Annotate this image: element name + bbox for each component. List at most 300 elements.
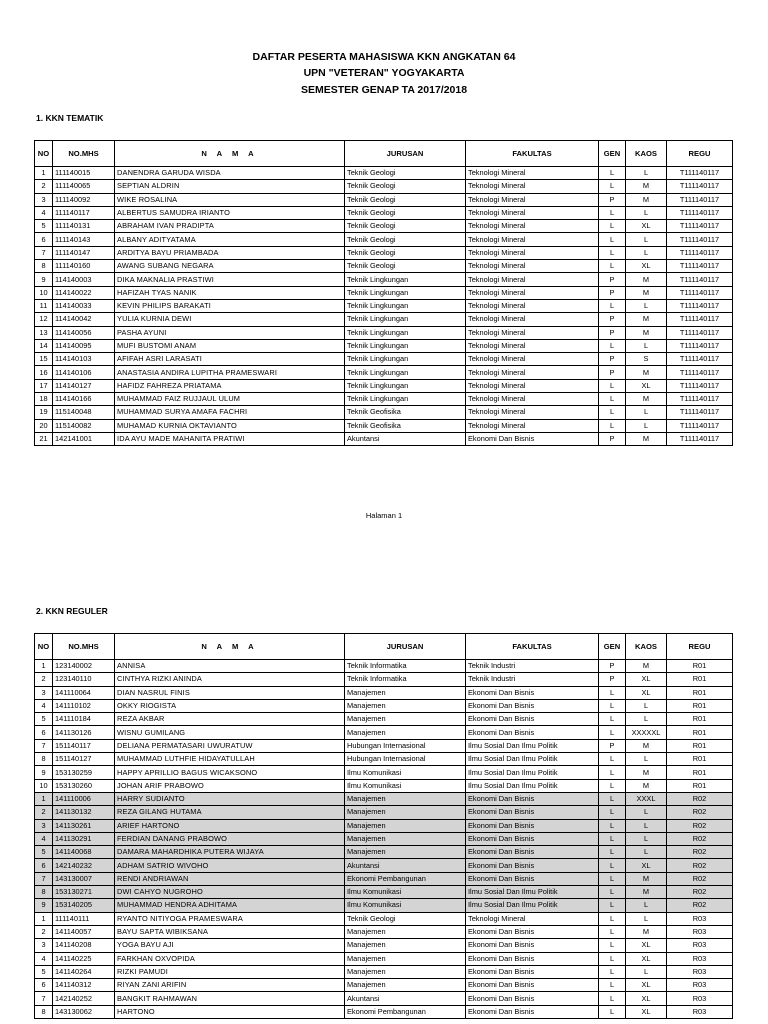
row-fakultas: Teknologi Mineral bbox=[466, 339, 599, 352]
row-nama: RYANTO NITIYOGA PRAMESWARA bbox=[115, 912, 345, 925]
row-nim: 141130261 bbox=[53, 819, 115, 832]
row-gen: P bbox=[599, 193, 626, 206]
row-nama: DIKA MAKNALIA PRASTIWI bbox=[115, 273, 345, 286]
row-regu: R01 bbox=[667, 699, 733, 712]
row-jurusan: Teknik Geologi bbox=[345, 180, 466, 193]
row-kaos: M bbox=[626, 872, 667, 885]
row-jurusan: Hubungan Internasional bbox=[345, 753, 466, 766]
row-gen: L bbox=[599, 406, 626, 419]
row-kaos: XL bbox=[626, 939, 667, 952]
row-gen: L bbox=[599, 872, 626, 885]
row-kaos: L bbox=[626, 406, 667, 419]
table-row bbox=[35, 393, 733, 406]
row-no: 2 bbox=[35, 180, 53, 193]
row-nim: 111140147 bbox=[53, 246, 115, 259]
row-no: 8 bbox=[35, 886, 53, 899]
row-regu: R01 bbox=[667, 753, 733, 766]
row-gen: P bbox=[599, 660, 626, 673]
row-kaos: L bbox=[626, 965, 667, 978]
row-jurusan: Manajemen bbox=[345, 832, 466, 845]
table-row bbox=[35, 353, 733, 366]
row-nama: ADHAM SATRIO WIVOHO bbox=[115, 859, 345, 872]
row-no: 4 bbox=[35, 952, 53, 965]
row-jurusan: Teknik Geologi bbox=[345, 260, 466, 273]
row-regu: R01 bbox=[667, 713, 733, 726]
row-nim: 141140225 bbox=[53, 952, 115, 965]
row-nim: 111140160 bbox=[53, 260, 115, 273]
row-regu: R02 bbox=[667, 859, 733, 872]
row-fakultas: Ekonomi Dan Bisnis bbox=[466, 832, 599, 845]
row-regu: R01 bbox=[667, 766, 733, 779]
row-kaos: M bbox=[626, 326, 667, 339]
row-jurusan: Teknik Lingkungan bbox=[345, 366, 466, 379]
col-header-kaos: KAOS bbox=[626, 141, 667, 167]
table-row bbox=[35, 260, 733, 273]
row-no: 3 bbox=[35, 686, 53, 699]
row-fakultas: Teknologi Mineral bbox=[466, 233, 599, 246]
row-regu: R02 bbox=[667, 832, 733, 845]
row-nama: YOGA BAYU AJI bbox=[115, 939, 345, 952]
table-row bbox=[35, 726, 733, 739]
row-nim: 114140106 bbox=[53, 366, 115, 379]
row-nim: 141140264 bbox=[53, 965, 115, 978]
row-jurusan: Manajemen bbox=[345, 726, 466, 739]
row-jurusan: Ekonomi Pembangunan bbox=[345, 872, 466, 885]
row-gen: P bbox=[599, 326, 626, 339]
row-nama: KEVIN PHILIPS BARAKATI bbox=[115, 299, 345, 312]
row-kaos: L bbox=[626, 233, 667, 246]
row-fakultas: Ekonomi Dan Bisnis bbox=[466, 925, 599, 938]
row-nim: 141110102 bbox=[53, 699, 115, 712]
row-gen: L bbox=[599, 167, 626, 180]
row-nama: HARRY SUDIANTO bbox=[115, 792, 345, 805]
row-kaos: M bbox=[626, 313, 667, 326]
col-header-nama: N A M A bbox=[115, 141, 345, 167]
table-row bbox=[35, 326, 733, 339]
row-fakultas: Teknologi Mineral bbox=[466, 206, 599, 219]
table-row bbox=[35, 739, 733, 752]
row-fakultas: Ekonomi Dan Bisnis bbox=[466, 713, 599, 726]
col-header-nama: N A M A bbox=[115, 634, 345, 660]
row-nim: 141110184 bbox=[53, 713, 115, 726]
row-no: 6 bbox=[35, 859, 53, 872]
row-nim: 141140208 bbox=[53, 939, 115, 952]
table-row bbox=[35, 246, 733, 259]
row-nama: MUHAMAD KURNIA OKTAVIANTO bbox=[115, 419, 345, 432]
row-gen: L bbox=[599, 806, 626, 819]
row-gen: P bbox=[599, 366, 626, 379]
table-row bbox=[35, 273, 733, 286]
row-nama: CINTHYA RIZKI ANINDA bbox=[115, 673, 345, 686]
table-row bbox=[35, 379, 733, 392]
row-jurusan: Akuntansi bbox=[345, 859, 466, 872]
row-fakultas: Ekonomi Dan Bisnis bbox=[466, 686, 599, 699]
section-label-reguler: 2. KKN REGULER bbox=[36, 606, 108, 616]
row-jurusan: Teknik Geologi bbox=[345, 220, 466, 233]
row-nama: ARDITYA BAYU PRIAMBADA bbox=[115, 246, 345, 259]
row-jurusan: Teknik Lingkungan bbox=[345, 393, 466, 406]
row-regu: T111140117 bbox=[667, 299, 733, 312]
row-jurusan: Manajemen bbox=[345, 846, 466, 859]
row-fakultas: Ilmu Sosial Dan Ilmu Politik bbox=[466, 779, 599, 792]
col-header-gen: GEN bbox=[599, 141, 626, 167]
row-no: 10 bbox=[35, 286, 53, 299]
row-gen: P bbox=[599, 313, 626, 326]
row-nim: 114140056 bbox=[53, 326, 115, 339]
row-regu: R03 bbox=[667, 925, 733, 938]
col-header-nomhs: NO.MHS bbox=[53, 634, 115, 660]
table-header-row bbox=[35, 634, 733, 660]
row-fakultas: Teknologi Mineral bbox=[466, 353, 599, 366]
col-header-regu: REGU bbox=[667, 634, 733, 660]
row-jurusan: Teknik Informatika bbox=[345, 673, 466, 686]
row-kaos: L bbox=[626, 699, 667, 712]
table-row bbox=[35, 406, 733, 419]
row-fakultas: Teknik Industri bbox=[466, 660, 599, 673]
row-nama: BANGKIT RAHMAWAN bbox=[115, 992, 345, 1005]
row-jurusan: Teknik Lingkungan bbox=[345, 273, 466, 286]
table-row bbox=[35, 925, 733, 938]
row-gen: L bbox=[599, 419, 626, 432]
row-jurusan: Manajemen bbox=[345, 819, 466, 832]
row-regu: T111140117 bbox=[667, 366, 733, 379]
row-regu: T111140117 bbox=[667, 379, 733, 392]
row-no: 7 bbox=[35, 872, 53, 885]
row-regu: R01 bbox=[667, 726, 733, 739]
table-row bbox=[35, 313, 733, 326]
row-jurusan: Teknik Lingkungan bbox=[345, 379, 466, 392]
row-fakultas: Ekonomi Dan Bisnis bbox=[466, 699, 599, 712]
row-nama: AFIFAH ASRI LARASATI bbox=[115, 353, 345, 366]
table-row bbox=[35, 339, 733, 352]
row-kaos: XL bbox=[626, 952, 667, 965]
row-kaos: XL bbox=[626, 673, 667, 686]
row-nim: 114140022 bbox=[53, 286, 115, 299]
row-no: 15 bbox=[35, 353, 53, 366]
table-row bbox=[35, 952, 733, 965]
row-no: 8 bbox=[35, 260, 53, 273]
row-nama: FARKHAN OXVOPIDA bbox=[115, 952, 345, 965]
row-no: 21 bbox=[35, 432, 53, 445]
row-no: 8 bbox=[35, 1005, 53, 1018]
row-regu: R01 bbox=[667, 686, 733, 699]
row-nim: 143130062 bbox=[53, 1005, 115, 1018]
table-row bbox=[35, 819, 733, 832]
row-fakultas: Ilmu Sosial Dan Ilmu Politik bbox=[466, 739, 599, 752]
row-fakultas: Teknologi Mineral bbox=[466, 286, 599, 299]
row-gen: L bbox=[599, 686, 626, 699]
row-regu: R02 bbox=[667, 806, 733, 819]
row-no: 5 bbox=[35, 220, 53, 233]
row-nama: HARTONO bbox=[115, 1005, 345, 1018]
row-kaos: M bbox=[626, 273, 667, 286]
row-jurusan: Ilmu Komunikasi bbox=[345, 766, 466, 779]
row-nim: 114140127 bbox=[53, 379, 115, 392]
row-jurusan: Ilmu Komunikasi bbox=[345, 779, 466, 792]
row-gen: L bbox=[599, 393, 626, 406]
row-regu: T111140117 bbox=[667, 193, 733, 206]
row-kaos: M bbox=[626, 180, 667, 193]
row-nim: 142141001 bbox=[53, 432, 115, 445]
table-row bbox=[35, 167, 733, 180]
row-gen: L bbox=[599, 180, 626, 193]
table-row bbox=[35, 846, 733, 859]
table-row bbox=[35, 886, 733, 899]
row-nim: 141140057 bbox=[53, 925, 115, 938]
row-kaos: XL bbox=[626, 260, 667, 273]
row-regu: R03 bbox=[667, 952, 733, 965]
row-nim: 141130291 bbox=[53, 832, 115, 845]
table-row bbox=[35, 286, 733, 299]
row-jurusan: Teknik Lingkungan bbox=[345, 339, 466, 352]
row-nama: IDA AYU MADE MAHANITA PRATIWI bbox=[115, 432, 345, 445]
row-fakultas: Ekonomi Dan Bisnis bbox=[466, 952, 599, 965]
row-nama: WISNU GUMILANG bbox=[115, 726, 345, 739]
row-gen: L bbox=[599, 339, 626, 352]
row-fakultas: Ekonomi Dan Bisnis bbox=[466, 726, 599, 739]
row-gen: L bbox=[599, 819, 626, 832]
row-regu: T111140117 bbox=[667, 326, 733, 339]
row-jurusan: Manajemen bbox=[345, 939, 466, 952]
row-no: 5 bbox=[35, 965, 53, 978]
row-jurusan: Ilmu Komunikasi bbox=[345, 886, 466, 899]
table-row bbox=[35, 979, 733, 992]
row-gen: L bbox=[599, 1005, 626, 1018]
row-no: 4 bbox=[35, 206, 53, 219]
row-fakultas: Ilmu Sosial Dan Ilmu Politik bbox=[466, 886, 599, 899]
row-regu: T111140117 bbox=[667, 339, 733, 352]
row-jurusan: Akuntansi bbox=[345, 992, 466, 1005]
row-gen: L bbox=[599, 979, 626, 992]
row-nim: 151140117 bbox=[53, 739, 115, 752]
row-regu: T111140117 bbox=[667, 353, 733, 366]
row-jurusan: Manajemen bbox=[345, 979, 466, 992]
row-nim: 153130271 bbox=[53, 886, 115, 899]
row-no: 1 bbox=[35, 167, 53, 180]
row-nama: REZA AKBAR bbox=[115, 713, 345, 726]
row-kaos: L bbox=[626, 846, 667, 859]
row-jurusan: Hubungan Internasional bbox=[345, 739, 466, 752]
row-nama: RIYAN ZANI ARIFIN bbox=[115, 979, 345, 992]
row-gen: L bbox=[599, 299, 626, 312]
table-row bbox=[35, 432, 733, 445]
row-fakultas: Teknologi Mineral bbox=[466, 406, 599, 419]
row-jurusan: Teknik Geologi bbox=[345, 246, 466, 259]
row-regu: R01 bbox=[667, 779, 733, 792]
row-gen: L bbox=[599, 233, 626, 246]
row-nim: 111140111 bbox=[53, 912, 115, 925]
row-no: 5 bbox=[35, 713, 53, 726]
row-fakultas: Ilmu Sosial Dan Ilmu Politik bbox=[466, 753, 599, 766]
row-no: 18 bbox=[35, 393, 53, 406]
row-regu: R02 bbox=[667, 899, 733, 912]
col-header-fakultas: FAKULTAS bbox=[466, 141, 599, 167]
table-row bbox=[35, 832, 733, 845]
doc-title-line2: UPN "VETERAN" YOGYAKARTA bbox=[303, 67, 465, 79]
row-nama: ALBERTUS SAMUDRA IRIANTO bbox=[115, 206, 345, 219]
table-row bbox=[35, 766, 733, 779]
row-fakultas: Ekonomi Dan Bisnis bbox=[466, 859, 599, 872]
col-header-fakultas: FAKULTAS bbox=[466, 634, 599, 660]
row-jurusan: Ekonomi Pembangunan bbox=[345, 1005, 466, 1018]
row-regu: T111140117 bbox=[667, 419, 733, 432]
row-kaos: L bbox=[626, 246, 667, 259]
row-fakultas: Ekonomi Dan Bisnis bbox=[466, 1005, 599, 1018]
row-kaos: M bbox=[626, 366, 667, 379]
row-no: 19 bbox=[35, 406, 53, 419]
doc-title-line3: SEMESTER GENAP TA 2017/2018 bbox=[300, 84, 468, 96]
row-nama: OKKY RIOGISTA bbox=[115, 699, 345, 712]
row-gen: L bbox=[599, 965, 626, 978]
row-kaos: L bbox=[626, 713, 667, 726]
row-kaos: M bbox=[626, 432, 667, 445]
row-nama: ABRAHAM IVAN PRADIPTA bbox=[115, 220, 345, 233]
row-regu: R03 bbox=[667, 992, 733, 1005]
row-no: 1 bbox=[35, 912, 53, 925]
row-nama: ARIEF HARTONO bbox=[115, 819, 345, 832]
row-gen: L bbox=[599, 246, 626, 259]
table-tematik bbox=[34, 140, 733, 446]
row-nama: REZA GILANG HUTAMA bbox=[115, 806, 345, 819]
row-nama: YULIA KURNIA DEWI bbox=[115, 313, 345, 326]
row-no: 4 bbox=[35, 699, 53, 712]
row-nim: 111140092 bbox=[53, 193, 115, 206]
row-nim: 114140033 bbox=[53, 299, 115, 312]
row-fakultas: Teknologi Mineral bbox=[466, 366, 599, 379]
row-nama: DANENDRA GARUDA WISDA bbox=[115, 167, 345, 180]
table-reguler bbox=[34, 633, 733, 1019]
row-nim: 114140103 bbox=[53, 353, 115, 366]
row-kaos: XL bbox=[626, 979, 667, 992]
row-kaos: L bbox=[626, 167, 667, 180]
row-nim: 141130132 bbox=[53, 806, 115, 819]
table-row bbox=[35, 792, 733, 805]
row-nim: 115140082 bbox=[53, 419, 115, 432]
row-gen: L bbox=[599, 206, 626, 219]
row-fakultas: Ekonomi Dan Bisnis bbox=[466, 979, 599, 992]
row-nama: RIZKI PAMUDI bbox=[115, 965, 345, 978]
row-nama: FERDIAN DANANG PRABOWO bbox=[115, 832, 345, 845]
row-gen: L bbox=[599, 699, 626, 712]
row-fakultas: Teknologi Mineral bbox=[466, 379, 599, 392]
row-nim: 114140003 bbox=[53, 273, 115, 286]
row-nim: 142140252 bbox=[53, 992, 115, 1005]
row-nama: RENDI ANDRIAWAN bbox=[115, 872, 345, 885]
row-gen: L bbox=[599, 952, 626, 965]
row-nama: JOHAN ARIF PRABOWO bbox=[115, 779, 345, 792]
row-kaos: XL bbox=[626, 1005, 667, 1018]
row-jurusan: Teknik Lingkungan bbox=[345, 286, 466, 299]
col-header-no: NO bbox=[35, 634, 53, 660]
row-gen: L bbox=[599, 726, 626, 739]
row-no: 7 bbox=[35, 739, 53, 752]
table-row bbox=[35, 673, 733, 686]
row-kaos: M bbox=[626, 766, 667, 779]
row-kaos: M bbox=[626, 886, 667, 899]
row-fakultas: Teknologi Mineral bbox=[466, 273, 599, 286]
row-gen: L bbox=[599, 846, 626, 859]
row-gen: L bbox=[599, 925, 626, 938]
table-row bbox=[35, 299, 733, 312]
row-no: 1 bbox=[35, 660, 53, 673]
row-nama: DWI CAHYO NUGROHO bbox=[115, 886, 345, 899]
row-gen: L bbox=[599, 912, 626, 925]
row-fakultas: Ekonomi Dan Bisnis bbox=[466, 846, 599, 859]
row-jurusan: Manajemen bbox=[345, 713, 466, 726]
row-kaos: M bbox=[626, 739, 667, 752]
row-nama: PASHA AYUNI bbox=[115, 326, 345, 339]
row-kaos: L bbox=[626, 419, 667, 432]
row-no: 5 bbox=[35, 846, 53, 859]
row-no: 6 bbox=[35, 233, 53, 246]
row-fakultas: Ekonomi Dan Bisnis bbox=[466, 432, 599, 445]
col-header-jurusan: JURUSAN bbox=[345, 634, 466, 660]
row-gen: P bbox=[599, 353, 626, 366]
row-no: 6 bbox=[35, 726, 53, 739]
section-label-tematik: 1. KKN TEMATIK bbox=[36, 113, 104, 123]
row-gen: L bbox=[599, 899, 626, 912]
table-row bbox=[35, 779, 733, 792]
row-no: 10 bbox=[35, 779, 53, 792]
row-nama: WIKE ROSALINA bbox=[115, 193, 345, 206]
col-header-kaos: KAOS bbox=[626, 634, 667, 660]
table-row bbox=[35, 699, 733, 712]
row-fakultas: Teknologi Mineral bbox=[466, 193, 599, 206]
row-jurusan: Teknik Geofisika bbox=[345, 406, 466, 419]
row-jurusan: Teknik Geologi bbox=[345, 206, 466, 219]
row-jurusan: Teknik Geologi bbox=[345, 233, 466, 246]
row-kaos: XL bbox=[626, 992, 667, 1005]
row-regu: T111140117 bbox=[667, 206, 733, 219]
row-kaos: XL bbox=[626, 379, 667, 392]
row-fakultas: Teknologi Mineral bbox=[466, 167, 599, 180]
row-gen: L bbox=[599, 886, 626, 899]
row-regu: R03 bbox=[667, 979, 733, 992]
row-gen: P bbox=[599, 432, 626, 445]
row-fakultas: Teknologi Mineral bbox=[466, 180, 599, 193]
row-regu: R03 bbox=[667, 939, 733, 952]
row-nim: 141140312 bbox=[53, 979, 115, 992]
row-jurusan: Teknik Lingkungan bbox=[345, 353, 466, 366]
row-regu: T111140117 bbox=[667, 246, 733, 259]
table-header-row bbox=[35, 141, 733, 167]
row-nim: 151140127 bbox=[53, 753, 115, 766]
row-kaos: L bbox=[626, 912, 667, 925]
row-jurusan: Manajemen bbox=[345, 952, 466, 965]
row-no: 1 bbox=[35, 792, 53, 805]
row-fakultas: Teknologi Mineral bbox=[466, 220, 599, 233]
row-regu: R02 bbox=[667, 886, 733, 899]
table-row bbox=[35, 859, 733, 872]
row-nim: 111140143 bbox=[53, 233, 115, 246]
row-kaos: M bbox=[626, 779, 667, 792]
row-gen: L bbox=[599, 379, 626, 392]
table-row bbox=[35, 419, 733, 432]
row-fakultas: Teknologi Mineral bbox=[466, 313, 599, 326]
row-fakultas: Ekonomi Dan Bisnis bbox=[466, 792, 599, 805]
row-jurusan: Teknik Lingkungan bbox=[345, 313, 466, 326]
row-nim: 115140048 bbox=[53, 406, 115, 419]
row-jurusan: Teknik Lingkungan bbox=[345, 326, 466, 339]
row-nim: 111140065 bbox=[53, 180, 115, 193]
row-nim: 153130260 bbox=[53, 779, 115, 792]
row-no: 20 bbox=[35, 419, 53, 432]
row-fakultas: Teknologi Mineral bbox=[466, 912, 599, 925]
row-kaos: XL bbox=[626, 859, 667, 872]
row-nama: MUHAMMAD HENDRA ADHITAMA bbox=[115, 899, 345, 912]
row-regu: R01 bbox=[667, 673, 733, 686]
row-nama: ANNISA bbox=[115, 660, 345, 673]
